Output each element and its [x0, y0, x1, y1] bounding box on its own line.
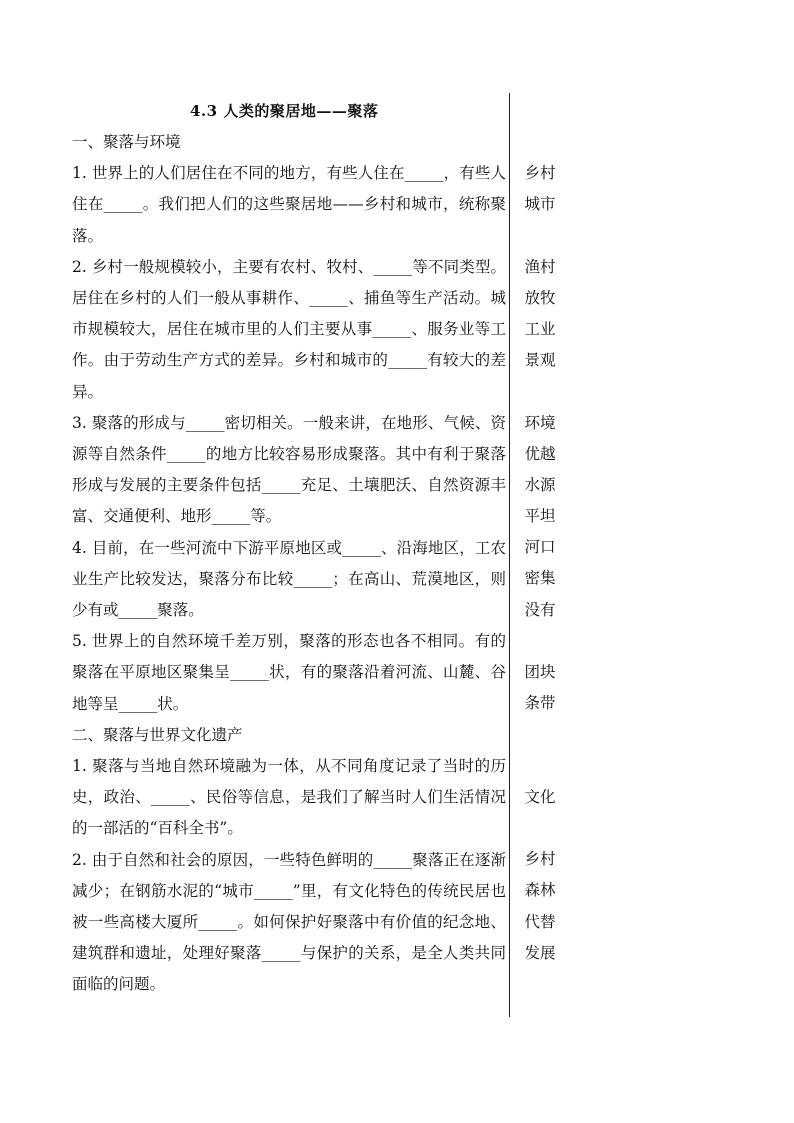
question-item: 5. 世界上的自然环境千差万别，聚落的形态也各不相同。有的聚落在平原地区聚集呈_____状，有的聚落沿着河流、山麓、谷地等呈_____状。 — [72, 632, 506, 713]
answer-cell: 景观 — [524, 351, 556, 370]
answer-cell: 优越 — [524, 444, 556, 463]
answer-column — [520, 158, 560, 1000]
question-item: 3. 聚落的形成与_____密切相关。一般来讲，在地形、气候、资源等自然条件_____的地方比较容易形成聚落。其中有利于聚落形成与发展的主要条件包括_____充足、土壤肥沃、自然资源丰富、交通便利、地形_____等。 — [72, 413, 506, 526]
answer-cell: 城市 — [524, 195, 556, 214]
section-heading: 二、聚落与世界文化遗产 — [72, 725, 243, 744]
answer-cell: 条带 — [524, 694, 556, 713]
answer-cell: 发展 — [524, 943, 556, 962]
answer-cell: 工业 — [524, 319, 556, 338]
answer-cell — [520, 220, 560, 251]
answer-cell: 密集 — [524, 569, 556, 588]
answer-cell — [520, 376, 560, 407]
answer-cell: 环境 — [524, 413, 556, 432]
answer-cell: 团块 — [524, 663, 556, 681]
question-item: 2. 乡村一般规模较小，主要有农村、牧村、_____等不同类型。居住在乡村的人们一般从事耕作、_____、捕鱼等生产活动。城市规模较大，居住在城市里的人们主要从事_____、服务业等工作。由于劳动生产方式的差异。乡村和城市的_____有较大的差异。 — [72, 257, 506, 401]
question-item: 1. 世界上的人们居住在不同的地方，有些人住在_____，有些人住在_____。我们把人们的这些聚居地——乡村和城市，统称聚落。 — [72, 164, 506, 245]
question-item: 4. 目前，在一些河流中下游平原地区或_____、沿海地区，工农业生产比较发达，聚落分布比较_____；在高山、荒漠地区，则少有或_____聚落。 — [72, 538, 506, 620]
answer-cell: 乡村 — [524, 164, 556, 182]
answer-cell: 水源 — [524, 475, 556, 494]
answer-cell: 平坦 — [524, 507, 556, 526]
answer-cell: 放牧 — [524, 288, 556, 307]
answer-cell: 森林 — [524, 881, 556, 900]
answer-cell — [520, 813, 560, 844]
question-column — [72, 127, 506, 1001]
answer-cell: 代替 — [524, 912, 556, 931]
answer-cell — [520, 969, 560, 1000]
answer-cell — [520, 719, 560, 750]
answer-cell — [520, 751, 560, 782]
question-item: 1. 聚落与当地自然环境融为一体，从不同角度记录了当时的历史，政治、_____、民俗等信息，是我们了解当时人们生活情况的一部活的“百科全书”。 — [72, 757, 506, 838]
section-heading: 一、聚落与环境 — [72, 133, 181, 151]
answer-cell: 没有 — [524, 600, 556, 619]
answer-cell: 文化 — [524, 787, 556, 806]
answer-cell: 乡村 — [524, 850, 556, 869]
question-item: 2. 由于自然和社会的原因，一些特色鲜明的_____聚落正在逐渐减少；在钢筋水泥的“城市_____”里，有文化特色的传统民居也被一些高楼大厦所_____。如何保护好聚落中有价值的纪念地、建筑群和遗址，处理好聚落_____与保护的关系，是全人类共同面临的问题。 — [72, 850, 506, 994]
page-title: 4.3 人类的聚居地——聚落 — [190, 102, 379, 120]
answer-cell — [520, 626, 560, 657]
answer-cell: 渔村 — [524, 257, 556, 276]
answer-cell: 河口 — [524, 538, 556, 557]
answer-column-divider — [509, 93, 510, 1017]
